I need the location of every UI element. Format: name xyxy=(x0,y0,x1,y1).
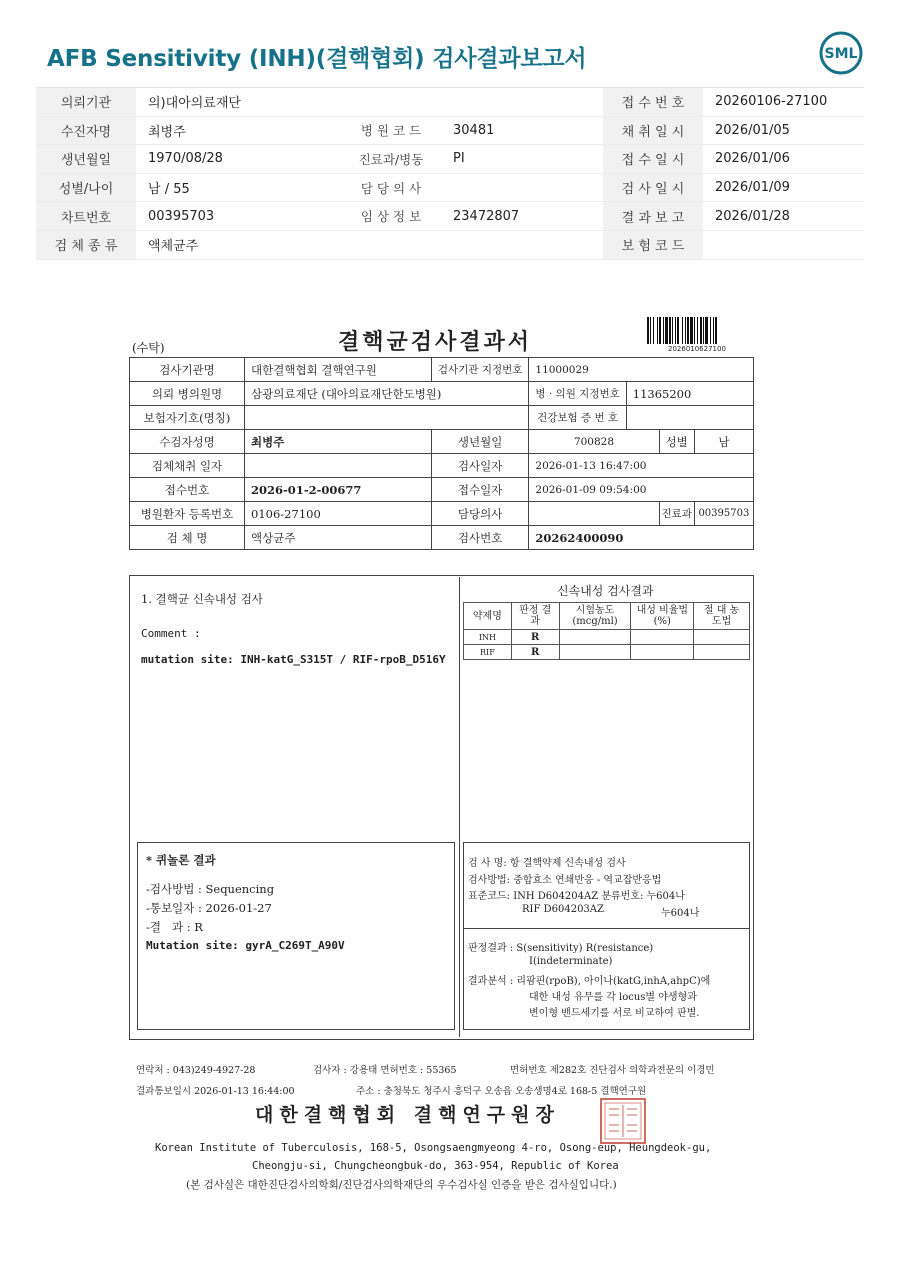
info-row xyxy=(36,116,864,145)
form-test-no-value: 20262400090 xyxy=(529,526,754,550)
quinolone-date: -통보일자 : 2026-01-27 xyxy=(146,901,272,915)
form-row xyxy=(130,358,754,382)
collect-label: 채 취 일 시 xyxy=(603,116,703,145)
barcode-image xyxy=(647,317,742,344)
comment-label: Comment : xyxy=(141,627,201,640)
form-test-date-label: 검사일자 xyxy=(431,454,528,478)
form-test-no-label: 검사번호 xyxy=(431,526,528,550)
contact: 연락처 : 043)249-4927-28 xyxy=(136,1065,256,1076)
quinolone-title: * 퀴놀론 결과 xyxy=(146,853,216,867)
consign-label: (수탁) xyxy=(132,341,165,355)
form-row xyxy=(130,478,754,502)
section-title: 1. 결핵균 신속내성 검사 xyxy=(141,592,263,606)
info-row xyxy=(36,202,864,231)
info-row xyxy=(36,230,864,259)
org-label: 의뢰기관 xyxy=(36,88,136,116)
patient-value: 최병주 xyxy=(136,116,341,145)
health-no-label: 건강보험 증 번 호 xyxy=(529,406,626,430)
form-dept-label: 진료과 xyxy=(659,502,694,526)
form-row xyxy=(130,526,754,550)
sus-result: R xyxy=(511,645,559,660)
method-procedure: 검사방법: 중합효소 연쇄반응 - 역교잡반응법 xyxy=(468,875,662,886)
receive-value: 2026/01/06 xyxy=(703,145,864,174)
dob-value: 1970/08/28 xyxy=(136,145,341,174)
specimen-value: 액체균주 xyxy=(136,230,603,259)
form-specimen-value: 액상균주 xyxy=(245,526,432,550)
org-value: 의)대아의료재단 xyxy=(136,88,603,116)
form-row xyxy=(130,454,754,478)
susceptibility-row xyxy=(464,645,750,660)
receipt-no-value: 20260106-27100 xyxy=(703,88,864,116)
sus-header-drug: 약제명 xyxy=(464,603,512,630)
form-dob-value: 700828 xyxy=(529,430,659,454)
sus-header-result: 판정 결과 xyxy=(511,603,559,630)
test-date-value: 2026/01/09 xyxy=(703,173,864,202)
address: 주소 : 충청북도 청주시 흥덕구 오송읍 오송생명4로 168-5 결핵연구원 xyxy=(356,1086,647,1097)
sus-drug: INH xyxy=(464,630,512,645)
ref-value: 삼광의료재단 (대아의료재단한도병원) xyxy=(245,382,529,406)
lab-no-label: 검사기관 지정번호 xyxy=(431,358,528,382)
form-dob-label: 생년월일 xyxy=(431,430,528,454)
sus-header-abs: 절 대 농도법 xyxy=(694,603,750,630)
insurance-label: 보 험 코 드 xyxy=(603,230,703,259)
susceptibility-row xyxy=(464,630,750,645)
info-row xyxy=(36,88,864,116)
form-collect-value xyxy=(245,454,432,478)
form-receipt-date-label: 접수일자 xyxy=(431,478,528,502)
chart-value: 00395703 xyxy=(136,202,341,231)
hosp-code-value: 30481 xyxy=(441,116,603,145)
collect-value: 2026/01/05 xyxy=(703,116,864,145)
ref-no-label: 병 · 의원 지정번호 xyxy=(529,382,626,406)
form-row xyxy=(130,406,754,430)
form-reg-value: 0106-27100 xyxy=(245,502,432,526)
form-receipt-label: 접수번호 xyxy=(130,478,245,502)
ref-label: 의뢰 병의원명 xyxy=(130,382,245,406)
patient-info-table xyxy=(36,88,864,260)
sex-value: 남 / 55 xyxy=(136,173,341,202)
insurance-value xyxy=(703,230,864,259)
ref-no-value: 11365200 xyxy=(626,382,753,406)
interp-line-4: 대한 내성 유무를 각 locus별 야생형과 xyxy=(529,992,697,1003)
receipt-no-label: 접 수 번 호 xyxy=(603,88,703,116)
method-class-rif: 누604나 xyxy=(661,908,700,919)
report-label: 결 과 보 고 xyxy=(603,202,703,231)
interp-line-2: I(indeterminate) xyxy=(529,956,613,967)
interp-line-1: 판정결과 : S(sensitivity) R(resistance) xyxy=(468,943,654,954)
form-dept-value: 00395703 xyxy=(694,502,753,526)
sus-drug: RIF xyxy=(464,645,512,660)
form-row xyxy=(130,502,754,526)
insured-value xyxy=(245,406,529,430)
form-sex-value: 남 xyxy=(694,430,753,454)
sus-header-conc: 시험농도 (mcg/ml) xyxy=(559,603,631,630)
form-receipt-date-value: 2026-01-09 09:54:00 xyxy=(529,478,754,502)
report-value: 2026/01/28 xyxy=(703,202,864,231)
chart-label: 차트번호 xyxy=(36,202,136,231)
dob-label: 생년월일 xyxy=(36,145,136,174)
form-row xyxy=(130,382,754,406)
english-address-1: Korean Institute of Tuberculosis, 168-5, Osongsaengmyeong 4-ro, Osong-eup, Heungdeok-gu, xyxy=(155,1142,712,1154)
method-code-inh: 표준코드: INH D604204AZ 분류번호: 누604나 xyxy=(468,891,685,902)
report-title: AFB Sensitivity (INH)(결핵협회) 검사결과보고서 xyxy=(47,46,587,72)
specimen-label: 검 체 종 류 xyxy=(36,230,136,259)
result-section-divider xyxy=(459,577,460,1037)
form-header-table xyxy=(129,357,754,550)
sml-logo xyxy=(818,30,864,76)
method-test-name: 검 사 명: 항 결핵약제 신속내성 검사 xyxy=(468,858,626,869)
form-collect-label: 검체채취 일자 xyxy=(130,454,245,478)
health-no-value xyxy=(626,406,753,430)
form-receipt-value: 2026-01-2-00677 xyxy=(245,478,432,502)
notify-time: 결과통보일시 2026-01-13 16:44:00 xyxy=(136,1086,295,1097)
receive-label: 접 수 일 시 xyxy=(603,145,703,174)
susceptibility-table xyxy=(463,602,750,660)
doctor-label: 담 당 의 사 xyxy=(341,173,441,202)
mutation-site: mutation site: INH-katG_S315T / RIF-rpoB_D516Y xyxy=(141,653,446,666)
logo-text: SML xyxy=(824,46,858,62)
form-doctor-value xyxy=(529,502,659,526)
dept-label: 진료과/병동 xyxy=(341,145,441,174)
info-row xyxy=(36,145,864,174)
susceptibility-title: 신속내성 검사결과 xyxy=(557,584,654,598)
form-reg-label: 병원환자 등록번호 xyxy=(130,502,245,526)
method-code-rif: RIF D604203AZ xyxy=(522,904,604,915)
clinical-label: 임 상 정 보 xyxy=(341,202,441,231)
quinolone-result: -결 과 : R xyxy=(146,920,203,934)
test-date-label: 검 사 일 시 xyxy=(603,173,703,202)
patient-label: 수진자명 xyxy=(36,116,136,145)
susceptibility-header-row xyxy=(464,603,750,630)
form-doctor-label: 담당의사 xyxy=(431,502,528,526)
tester: 검사자 : 강용태 면허번호 : 55365 xyxy=(313,1065,457,1076)
name-value: 최병주 xyxy=(245,430,432,454)
form-sex-label: 성별 xyxy=(659,430,694,454)
hosp-code-label: 병 원 코 드 xyxy=(341,116,441,145)
form-row xyxy=(130,430,754,454)
info-row xyxy=(36,173,864,202)
lab-label: 검사기관명 xyxy=(130,358,245,382)
interp-line-5: 변이형 밴드세기를 서로 비교하여 판별. xyxy=(529,1008,700,1019)
interp-line-3: 결과분석 : 리팜핀(rpoB), 아이나(katG,inhA,ahpC)에 xyxy=(468,976,711,987)
official-seal-stamp xyxy=(599,1097,647,1145)
quinolone-box xyxy=(137,842,455,1030)
english-address-2: Cheongju-si, Chungcheongbuk-do, 363-954, Republic of Korea xyxy=(252,1160,619,1172)
form-test-date-value: 2026-01-13 16:47:00 xyxy=(529,454,754,478)
dept-value: PI xyxy=(441,145,603,174)
sus-header-ratio: 내성 비율법(%) xyxy=(631,603,694,630)
form-specimen-label: 검 체 명 xyxy=(130,526,245,550)
doctor-value xyxy=(441,173,603,202)
clinical-value: 23472807 xyxy=(441,202,603,231)
name-label: 수검자성명 xyxy=(130,430,245,454)
insured-label: 보험자기호(명칭) xyxy=(130,406,245,430)
sex-label: 성별/나이 xyxy=(36,173,136,202)
quinolone-mutation: Mutation site: gyrA_C269T_A90V xyxy=(146,939,345,952)
lab-value: 대한결핵협회 결핵연구원 xyxy=(245,358,432,382)
issuing-organization: 대한결핵협회 결핵연구원장 xyxy=(255,1104,560,1126)
lab-no-value: 11000029 xyxy=(529,358,754,382)
barcode-number: 2026010627100 xyxy=(668,345,726,353)
sus-result: R xyxy=(511,630,559,645)
form-title: 결핵균검사결과서 xyxy=(338,329,533,355)
specialist: 면허번호 제282호 진단검사 의학과전문의 이경민 xyxy=(510,1065,715,1076)
certification-note: (본 검사실은 대한진단검사의학회/진단검사의학재단의 우수검사실 인증을 받은 검사실입니다.) xyxy=(186,1179,617,1191)
quinolone-method: -검사방법 : Sequencing xyxy=(146,882,275,896)
